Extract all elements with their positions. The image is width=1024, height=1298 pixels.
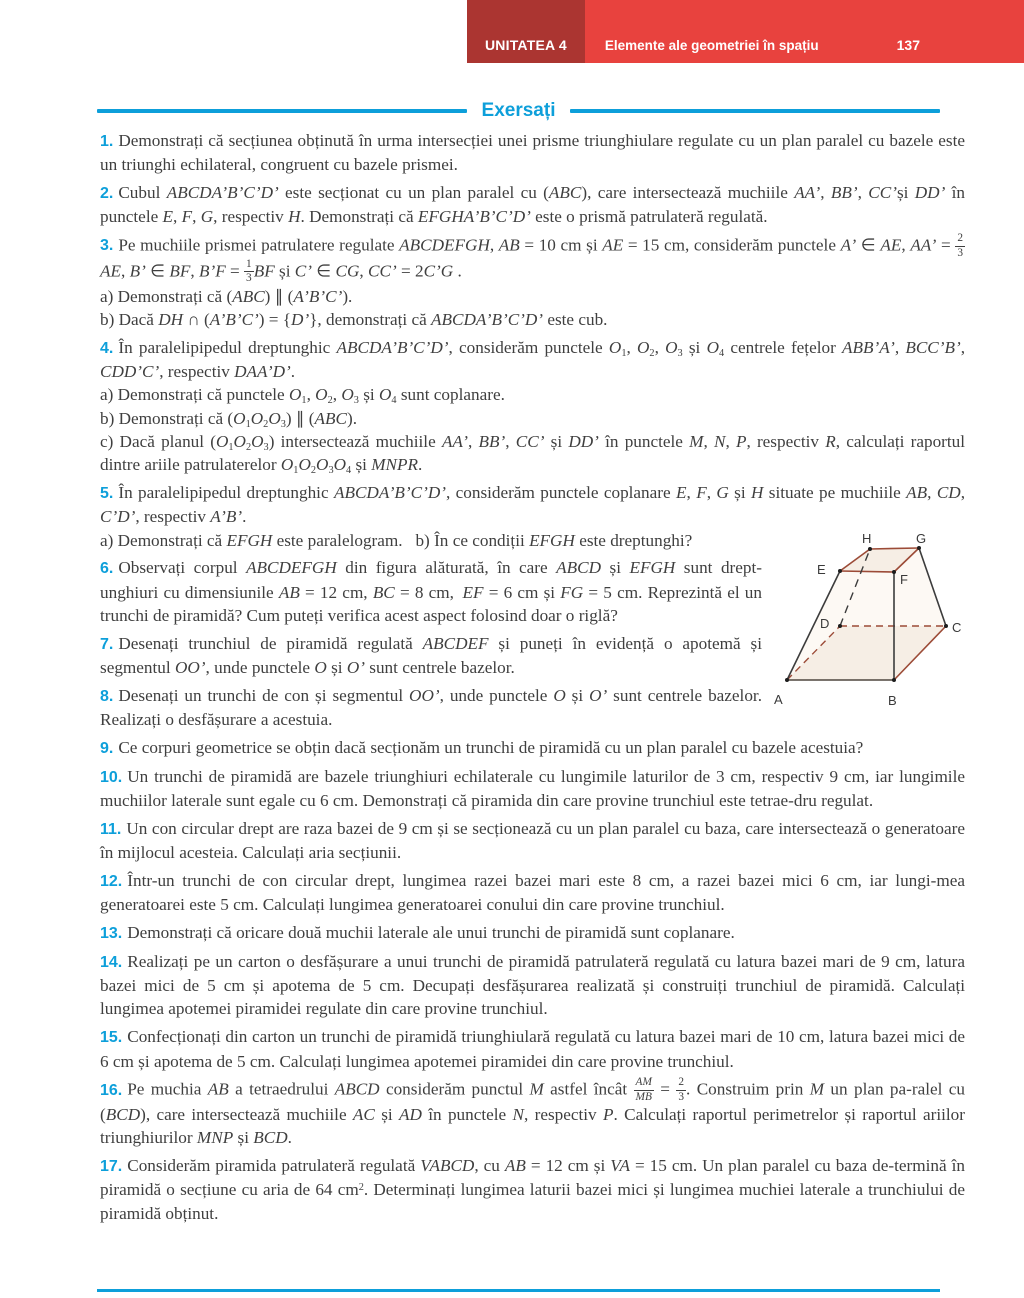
vertex-H-dot — [868, 547, 872, 551]
edge-EF — [840, 571, 894, 572]
frustum-drawing — [770, 524, 975, 709]
unit-label: UNITATEA 4 — [485, 37, 567, 53]
exercise-subitem: a) Demonstrați că punctele $O_1$, $O_2$, $O_3$ și $O_4$ sunt coplanare. — [100, 385, 505, 407]
title-rule-left — [97, 109, 467, 113]
page-number: 137 — [896, 37, 920, 53]
exercise-number: 14. — [100, 953, 123, 971]
vertex-A-dot — [785, 678, 789, 682]
exercise-number: 13. — [100, 925, 123, 943]
exercise-item — [100, 129, 965, 177]
exercise-item — [100, 765, 965, 813]
exercise-text: 7. Desenați trunchiul de piramidă regulată ABCDEF și puneți în evidență o apotemă și segmentul OO’, unde punctele O și O’ sunt centrele bazelor. — [100, 633, 762, 678]
fraction: $\frac{1}{3}$ — [246, 257, 252, 285]
vertex-label-A: A — [774, 692, 783, 707]
title-rule-right — [570, 109, 940, 113]
exercise-text: 15. Confecționați din carton un trunchi de piramidă triunghiulară regulată cu latura bazei mari de 10 cm, latura bazei mici de 6 cm și apotema de 5 cm. Calculați lungimea apotemei piramidei din care provine trunchiul. — [100, 1027, 965, 1071]
exercise-item — [100, 950, 965, 1021]
exercise-subitem: b) Dacă DH ∩ (A’B’C’) = {D’}, demonstrați că ABCDA’B’C’D’ este cub. — [100, 309, 608, 329]
exercise-text: 8. Desenați un trunchi de con și segmentul OO’, unde punctele O și O’ sunt centrele bazelor. Realizați o desfășurare a acestuia. — [100, 685, 762, 730]
exercise-text: 16. Pe muchia AB a tetraedrului ABCD considerăm punctul M astfel încât $\frac{AM}{MB}$ = $\frac{2}{3}$ . Construim prin M un plan pa‐ralel cu (BCD), care intersectează muchiile AC și AD în punctele N, respectiv P. Calculați raportul perimetrelor și raportul ariilor triunghiurilor MNP și BCD. — [100, 1076, 965, 1148]
unit-badge — [467, 0, 585, 63]
exercise-number: 7. — [100, 635, 114, 653]
exercise-subitem: b) Demonstrați că $(O_1O_2O_3)$ ∥ (ABC). — [100, 408, 358, 430]
vertex-label-H: H — [862, 531, 872, 546]
vertex-F-dot — [892, 570, 896, 574]
exercise-item — [100, 736, 965, 760]
exercise-text: 13. Demonstrați că oricare două muchii laterale ale unui trunchi de piramidă sunt coplanare. — [100, 923, 735, 943]
exercise-number: 17. — [100, 1158, 123, 1176]
exercise-number: 6. — [100, 560, 114, 578]
fraction: $\frac{AM}{MB}$ — [635, 1076, 652, 1103]
exercise-text: 10. Un trunchi de piramidă are bazele triunghiuri echilaterale cu lungimile laturilor de 3 cm, respectiv 9 cm, iar lungimile muchiilor laterale sunt egale cu 6 cm. Demonstrați că piramida din care provine trunchiul este tetrae‐dru regulat. — [100, 766, 965, 811]
exercise-number: 9. — [100, 739, 114, 757]
vertex-label-G: G — [916, 531, 927, 546]
exercise-number: 10. — [100, 768, 123, 786]
fraction: $\frac{2}{3}$ — [957, 232, 964, 259]
exercise-text: 3. Pe muchiile prismei patrulatere regulate ABCDEFGH, AB = 10 cm și AE = 15 cm, considerăm punctele A’ ∈ AE, AA’ = $\frac{2}{3}$ AE, B’ ∈ BF, B’F = $\frac{1}{3}$ BF și C’ ∈ CG, CC’ = 2C’G . — [100, 232, 964, 285]
frustum-figure — [770, 524, 975, 709]
exercise-item — [100, 869, 965, 917]
exercise-number: 3. — [100, 237, 114, 255]
exercise-item — [100, 632, 762, 680]
edge-GH — [870, 548, 919, 549]
chapter-title: Elemente ale geometriei în spațiu — [604, 38, 819, 53]
exercise-text: 17. Considerăm piramida patrulateră regulată VABCD, cu AB = 12 cm și VA = 15 cm. Un plan paralel cu baza de‐termină în piramidă o secțiune cu aria de 64 $cm^2$. Determinați lungimea laturii bazei mici și lungimea muchiei laterale a trunchiului de piramidă obținut. — [100, 1156, 965, 1223]
exercise-text: 9. Ce corpuri geometrice se obțin dacă secționăm un trunchi de piramidă cu un plan paralel cu bazele acestuia? — [100, 737, 864, 757]
exercise-item — [100, 1077, 965, 1149]
exercise-text: 11. Un con circular drept are raza bazei de 9 cm și se secționează cu un plan paralel cu baza, care intersectează o generatoare în mijlocul acesteia. Calculați aria secțiunii. — [100, 818, 965, 863]
exercise-text: 14. Realizați pe un carton o desfășurare a unui trunchi de piramidă patrulateră regulată cu latura bazei mari de 9 cm, latura bazei mici de 5 cm și apotema de 5 cm. Decupați desfășurarea realizată și construiți trunchiul de piramidă. Calculați lungimea apotemei piramidei regulate din care provine trunchiul. — [100, 951, 965, 1019]
section-title: Exersați — [481, 100, 556, 121]
vertex-C-dot — [944, 624, 948, 628]
vertex-label-E: E — [817, 562, 826, 577]
vertex-G-dot — [917, 546, 921, 550]
exercise-item — [100, 556, 762, 627]
exercise-subitem: c) Dacă planul $(O_1O_2O_3)$ intersectează muchiile AA’, BB’, CC’ și DD’ în punctele M, N, P, respectiv R, calculați raportul dintre ariile patrulaterelor $O_1O_2O_3O_4$ și MNPR. — [100, 431, 966, 477]
page-header — [467, 0, 1024, 63]
exercise-number: 4. — [100, 339, 114, 357]
fraction: $\frac{2}{3}$ — [678, 1076, 685, 1103]
exercise-item — [100, 817, 965, 865]
exercise-text: 5. În paralelipipedul dreptunghic ABCDA’B’C’D’, considerăm punctele coplanare E, F, G și H situate pe muchiile AB, CD, C’D’, respectiv A’B’. — [100, 483, 966, 527]
exercise-text: 4. În paralelipipedul dreptunghic ABCDA’B’C’D’, considerăm punctele $O_1$, $O_2$, $O_3$ și $O_4$ centrele fețelor ABB’A’, BCC’B’, CDD’C’, respectiv DAA’D’. — [100, 337, 966, 382]
exercise-item — [100, 233, 965, 331]
exercise-subitem: a) Demonstrați că EFGH este paralelogram. b) În ce condiții EFGH este dreptunghi? — [100, 530, 693, 550]
exercise-number: 5. — [100, 485, 114, 502]
exercise-item — [100, 181, 965, 229]
exercise-text: 6. Observați corpul ABCDEFGH din figura alăturată, în care ABCD și EFGH sunt drept‐unghiuri cu dimensiunile AB = 12 cm, BC = 8 cm, EF = 6 cm și FG = 5 cm. Reprezintă el un trunchi de piramidă? Cum puteți verifica acest aspect folosind doar o riglă? — [100, 558, 762, 625]
exercise-item — [100, 684, 762, 732]
exercise-item — [100, 921, 965, 945]
vertex-label-C: C — [952, 620, 962, 635]
vertex-D-dot — [838, 624, 842, 628]
section-title-row — [97, 100, 940, 122]
exercise-item — [100, 1025, 965, 1073]
exercise-text: 12. Într-un trunchi de con circular drept, lungimea razei bazei mari este 8 cm, a razei bazei mici 6 cm, iar lungi‐mea generatoarei este 5 cm. Calculați lungimea generatoarei conului din care provine trunchiul. — [100, 870, 965, 915]
exercise-number: 15. — [100, 1029, 123, 1047]
exercise-number: 1. — [100, 133, 114, 150]
exercise-number: 2. — [100, 185, 114, 203]
vertex-label-B: B — [888, 693, 897, 708]
exercise-number: 8. — [100, 687, 114, 705]
vertex-label-F: F — [900, 572, 908, 587]
exercise-item — [100, 1154, 965, 1225]
vertex-label-D: D — [820, 616, 830, 631]
exercise-number: 16. — [100, 1081, 123, 1099]
exercise-text: 1. Demonstrați că secțiunea obținută în urma intersecției unei prisme triunghiulare regulate cu un plan paralel cu bazele este un triunghi echilateral, congruent cu bazele prismei. — [100, 131, 965, 175]
exercise-number: 11. — [100, 820, 122, 838]
vertex-E-dot — [838, 569, 842, 573]
bottom-rule — [97, 1289, 940, 1292]
exercise-text: 2. Cubul ABCDA’B’C’D’ este secționat cu un plan paralel cu (ABC), care intersectează muchiile AA’, BB’, CC’și DD’ în punctele E, F, G, respectiv H. Demonstrați că EFGHA’B’C’D’ este o prismă patrulateră regulată. — [100, 183, 966, 227]
exercise-subitem: a) Demonstrați că (ABC) ∥ (A’B’C’). — [100, 286, 353, 306]
exercise-number: 12. — [100, 872, 123, 890]
exercise-item — [100, 336, 965, 477]
vertex-B-dot — [892, 678, 896, 682]
